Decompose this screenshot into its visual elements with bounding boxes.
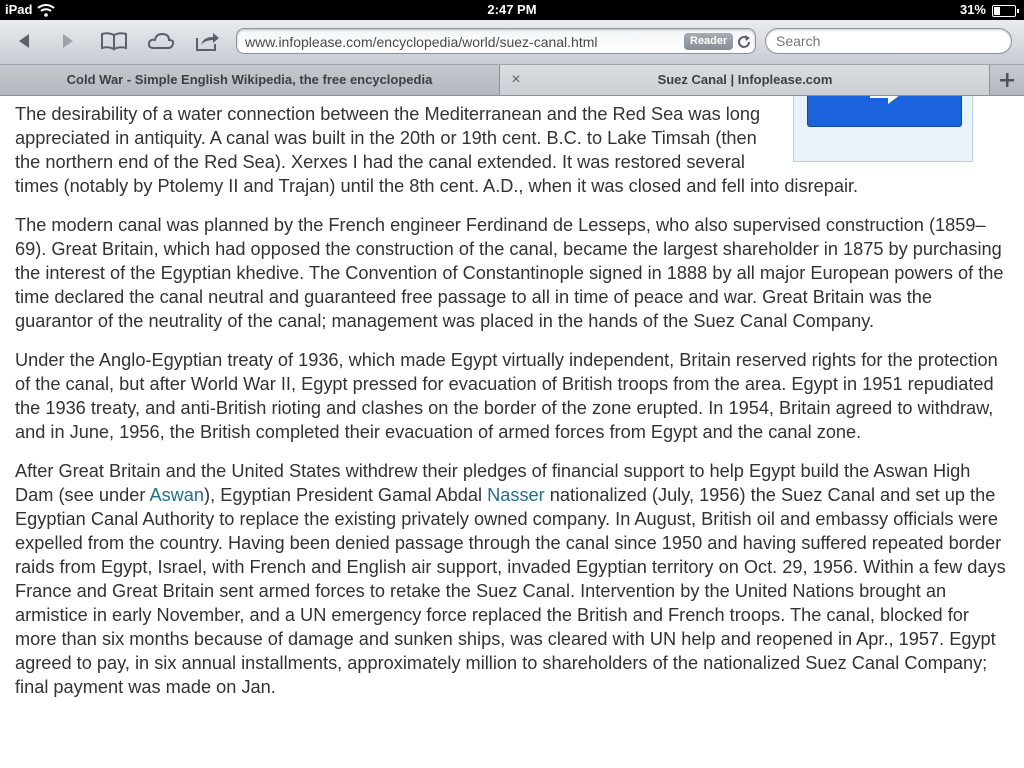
article-paragraph: Under the Anglo-Egyptian treaty of 1936, which made Egypt virtually independent, Britain reserved rights for the protection of the canal, but after World War II, Egypt pressed for evacuation of British troops from the area. Egypt in 1951 repudiated the 1936 treaty, and anti-British rioting and clashes on the border of the zone erupted. In 1954, Britain agreed to withdraw, and in June, 1956, the British completed their evacuation of armed forces from Egypt and the canal zone. xyxy=(15,350,998,442)
book-icon xyxy=(100,31,128,51)
tab-title: Cold War - Simple English Wikipedia, the free encyclopedia xyxy=(66,72,433,87)
battery-icon xyxy=(992,5,1016,17)
share-icon xyxy=(195,30,221,52)
icloud-tabs-button[interactable] xyxy=(145,28,177,54)
forward-button[interactable] xyxy=(52,28,84,54)
device-name: iPad xyxy=(5,2,33,17)
reader-button[interactable]: Reader xyxy=(684,33,733,50)
url-text[interactable]: www.infoplease.com/encyclopedia/world/suez-canal.html xyxy=(245,34,598,50)
tab-title: Suez Canal | Infoplease.com xyxy=(657,72,833,87)
back-arrow-icon xyxy=(15,32,33,50)
web-content xyxy=(0,96,1024,768)
article-paragraph: The modern canal was planned by the French engineer Ferdinand de Lesseps, who also supervised construction (1859–69). Great Britain, which had opposed the construction of the canal, became the largest shareholder in 1875 by purchasing the interest of the Egyptian khedive. The Convention of Constantinople signed in 1888 by all major European powers of the time declared the canal neutral and guaranteed free passage to all in time of peace and war. Great Britain was the guarantor of the neutrality of the canal; management was placed in the hands of the Suez Canal Company. xyxy=(15,215,1004,331)
status-time: 2:47 PM xyxy=(487,2,537,17)
tab-suez-canal[interactable] xyxy=(500,65,990,95)
link-aswan[interactable]: Aswan xyxy=(149,485,205,505)
tab-bar xyxy=(0,65,1024,96)
search-input[interactable] xyxy=(765,28,1012,54)
forward-arrow-icon xyxy=(59,32,77,50)
status-bar xyxy=(0,0,1024,20)
new-tab-button[interactable] xyxy=(989,65,1024,95)
article-paragraph: After Great Britain and the United States withdrew their pledges of financial support to help Egypt build the Aswan High Dam (see under Aswan), Egyptian President Gamal Abdal Nasser nationalized (July, 1956) the Suez Canal and set up the Egyptian Canal Authority to replace the existing privately owned company. In August, British oil and embassy officials were expelled from the country. Having been denied passage through the canal since 1950 and having suffered repeated border raids from Egypt, Israel, with French and English air support, invaded Egyptian territory on Oct. 29, 1956. Within a few days France and Great Britain sent armed forces to retake the Suez Canal. Intervention by the United Nations brought an armistice in early November, and a UN emergency force replaced the British and French troops. The canal, blocked for more than six months because of damage and sunken ships, was cleared with UN help and reopened in Apr., 1957. Egypt agreed to pay, in six annual installments, approximately million to shareholders of the nationalized Suez Canal Company; final payment was made on Jan. xyxy=(15,461,1006,697)
plus-icon xyxy=(999,72,1015,88)
address-bar[interactable] xyxy=(236,28,756,54)
back-button[interactable] xyxy=(8,28,40,54)
bookmarks-button[interactable] xyxy=(98,28,130,54)
battery-percentage: 31% xyxy=(959,2,986,17)
browser-toolbar xyxy=(0,20,1024,65)
share-button[interactable] xyxy=(192,28,224,54)
close-tab-icon[interactable]: × xyxy=(511,71,521,88)
cloud-icon xyxy=(147,31,175,51)
article-body xyxy=(15,102,1010,714)
link-nasser[interactable]: Nasser xyxy=(487,485,545,505)
article-paragraph: The desirability of a water connection between the Mediterranean and the Red Sea was long appreciated in antiquity. A canal was built in the 20th or 19th cent. B.C. to Lake Timsah (then the northern end of the Red Sea). Xerxes I had the canal extended. It was restored several times (notably by Ptolemy II and Trajan) until the 8th cent. A.D., when it was closed and fell into disrepair. xyxy=(15,104,859,196)
reload-icon[interactable] xyxy=(735,33,753,51)
tab-cold-war[interactable] xyxy=(0,65,500,95)
